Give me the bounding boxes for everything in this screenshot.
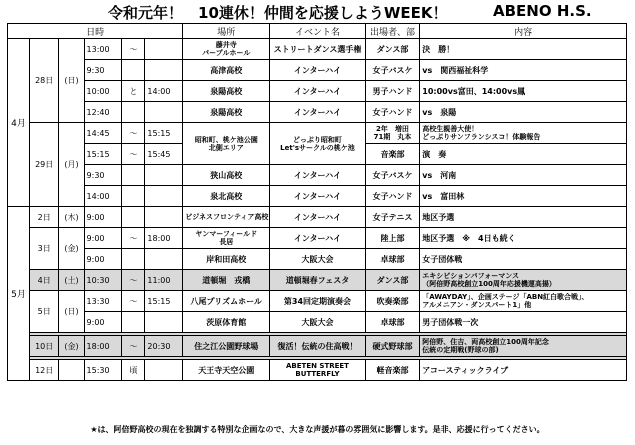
end-time: 14:00 [145,81,183,102]
time-separator: ～ [122,123,145,144]
content-cell: 地区予選 [420,207,627,228]
participants-cell: 卓球部 [365,249,420,270]
participants-cell: 女子バスケ [365,165,420,186]
participants-cell: 女子ハンド [365,186,420,207]
participants-cell: ダンス部 [365,270,420,291]
place-cell: 茨原体育館 [183,312,270,333]
place-text: ヤンマーフィールド 長居 [195,230,258,246]
content-cell [420,270,627,291]
start-time: 15:15 [84,144,122,165]
weekday-cell: (日) [59,39,84,123]
weekday-cell: (日) [59,291,84,333]
header-row [8,24,627,39]
time-separator [122,165,145,186]
event-cell: インターハイ [270,60,365,81]
end-time: 11:00 [145,270,183,291]
start-time: 15:30 [84,360,122,381]
end-time [145,360,183,381]
place-cell: ビジネスフロンティア高校 [183,207,270,228]
month-april: 4月 [8,39,30,207]
table-row [8,81,627,102]
event-text: どっぷり昭和町 Let'sサークルの桃ケ池 [280,135,355,152]
place-cell: 狭山高校 [183,165,270,186]
start-time: 10:00 [84,81,122,102]
content-cell: 男子団体戦一次 [420,312,627,333]
place-cell: 道頓堀 戎橋 [183,270,270,291]
header-datetime: 日時 [8,24,183,39]
participants-cell: 吹奏楽部 [365,291,420,312]
event-cell: インターハイ [270,207,365,228]
content-cell: 演 奏 [420,144,627,165]
place-cell: 泉陽高校 [183,102,270,123]
table-row [8,186,627,207]
start-time: 12:40 [84,102,122,123]
participants-cell: ダンス部 [365,39,420,60]
content-text: 阿倍野、住吉、両高校創立100周年記念 伝統の定期戦(野球の部) [422,338,549,354]
table-row [8,39,627,60]
end-time: 15:15 [145,123,183,144]
weekday-cell: (金) [59,336,84,357]
end-time [145,249,183,270]
table-row [8,336,627,357]
participants-cell: 軽音楽部 [365,360,420,381]
participants-cell: 陸上部 [365,228,420,249]
time-separator: ～ [122,336,145,357]
start-time: 9:00 [84,249,122,270]
place-cell [183,123,270,165]
weekday-cell [59,360,84,381]
start-time: 13:00 [84,39,122,60]
table-row [8,228,627,249]
place-cell: 高津高校 [183,60,270,81]
place-cell: 住之江公園野球場 [183,336,270,357]
place-cell: 泉陽高校 [183,81,270,102]
end-time [145,207,183,228]
start-time: 9:00 [84,312,122,333]
event-cell [270,123,365,165]
table-row [8,60,627,81]
time-separator: ～ [122,228,145,249]
event-cell: 第34回定期演奏会 [270,291,365,312]
time-separator [122,207,145,228]
participants-cell: 男子ハンド [365,81,420,102]
time-separator [122,102,145,123]
place-cell: 泉北高校 [183,186,270,207]
event-cell: インターハイ [270,81,365,102]
end-time [145,165,183,186]
header-event: イベント名 [270,24,365,39]
place-cell: 八尾プリズムホール [183,291,270,312]
table-row [8,270,627,291]
start-time: 14:45 [84,123,122,144]
content-cell: vs 泉陽 [420,102,627,123]
participants-cell: 女子テニス [365,207,420,228]
weekday-cell: (月) [59,123,84,207]
place-cell: 岸和田高校 [183,249,270,270]
content-cell [420,291,627,312]
end-time: 15:45 [145,144,183,165]
table-row [8,165,627,186]
time-separator: と [122,81,145,102]
event-cell: 復活！伝統の住高戦！ [270,336,365,357]
content-cell: vs 富田林 [420,186,627,207]
weekday-cell: (金) [59,228,84,270]
content-cell: vs 関西福祉科学 [420,60,627,81]
time-separator: ～ [122,291,145,312]
day-cell: 5日 [30,291,59,333]
day-cell: 2日 [30,207,59,228]
content-cell: 10:00vs富田、14:00vs鳳 [420,81,627,102]
title-school: ABENO H.S. [493,2,592,20]
time-separator [122,249,145,270]
month-may: 5月 [8,207,30,381]
content-text: 高校生親善大使！ どっぷりサンフランシスコ！体験報告 [422,125,541,141]
event-text: ABETEN STREET BUTTERFLY [286,362,349,378]
participants-cell [365,123,420,144]
start-time: 9:00 [84,228,122,249]
time-separator: ～ [122,270,145,291]
end-time: 20:30 [145,336,183,357]
content-cell: 決 勝！ [420,39,627,60]
place-cell: 天王寺天空公園 [183,360,270,381]
place-cell [183,228,270,249]
day-cell: 12日 [30,360,59,381]
start-time: 9:30 [84,60,122,81]
content-text: 「AWAYDAY」、企画ステージ「ABN紅白歌合戦」、 アルメニアン・ダンスパート1」他 [422,293,589,309]
day-cell: 4日 [30,270,59,291]
start-time: 14:00 [84,186,122,207]
content-cell: 地区予選 ※ 4日も続く [420,228,627,249]
time-separator: ～ [122,144,145,165]
time-separator [122,312,145,333]
participants-cell: 女子ハンド [365,102,420,123]
start-time: 13:30 [84,291,122,312]
content-cell: vs 河南 [420,165,627,186]
day-cell: 10日 [30,336,59,357]
start-time: 9:00 [84,207,122,228]
title-main: 令和元年！ 10連休！仲間を応援しようWEEK！ [108,4,448,22]
event-cell: インターハイ [270,102,365,123]
content-cell [420,123,627,144]
participants-cell: 卓球部 [365,312,420,333]
content-cell: アコースティックライブ [420,360,627,381]
event-cell: インターハイ [270,165,365,186]
end-time [145,186,183,207]
table-row [8,207,627,228]
footer-note: ★は、阿倍野高校の現在を独調する特別な企画なので、大きな声援が暮の雰囲気に影響します。是非、応援に行ってください。 [90,425,545,434]
event-cell: インターハイ [270,186,365,207]
event-cell: 大阪大会 [270,312,365,333]
place-text: 藤井寺 パープルホール [202,41,251,57]
content-cell: 女子団体戦 [420,249,627,270]
table-row [8,123,627,144]
place-cell [183,39,270,60]
end-time: 18:00 [145,228,183,249]
day-cell: 29日 [30,123,59,207]
content-cell [420,336,627,357]
start-time: 9:30 [84,165,122,186]
event-cell: ストリートダンス選手権 [270,39,365,60]
table-row [8,312,627,333]
table-row [8,360,627,381]
start-time: 10:30 [84,270,122,291]
end-time [145,312,183,333]
table-row [8,249,627,270]
schedule-table [7,23,627,381]
participants-cell: 女子バスケ [365,60,420,81]
header-participants: 出場者、部 [365,24,420,39]
time-separator [122,60,145,81]
header-place: 場所 [183,24,270,39]
participants-cell: 音楽部 [365,144,420,165]
end-time [145,102,183,123]
event-cell: 大阪大会 [270,249,365,270]
weekday-cell: (土) [59,270,84,291]
time-separator: ～ [122,39,145,60]
end-time [145,39,183,60]
participants-text: 2年 増田 71期 丸本 [373,125,412,141]
event-cell [270,360,365,381]
day-cell: 28日 [30,39,59,123]
day-cell: 3日 [30,228,59,270]
header-content: 内容 [420,24,627,39]
time-separator: 頃 [122,360,145,381]
table-row [8,291,627,312]
weekday-cell: (木) [59,207,84,228]
content-text: エキシビションパフォーマンス （阿倍野高校創立100周年応援機運高揚） [422,272,556,288]
start-time: 18:00 [84,336,122,357]
page-title [0,2,635,22]
table-row [8,102,627,123]
participants-cell: 硬式野球部 [365,336,420,357]
event-cell: 道頓堀春フェスタ [270,270,365,291]
time-separator [122,186,145,207]
end-time [145,60,183,81]
end-time: 15:15 [145,291,183,312]
event-cell: インターハイ [270,228,365,249]
place-text: 昭和町、桃ケ池公園 北側エリア [194,135,258,152]
